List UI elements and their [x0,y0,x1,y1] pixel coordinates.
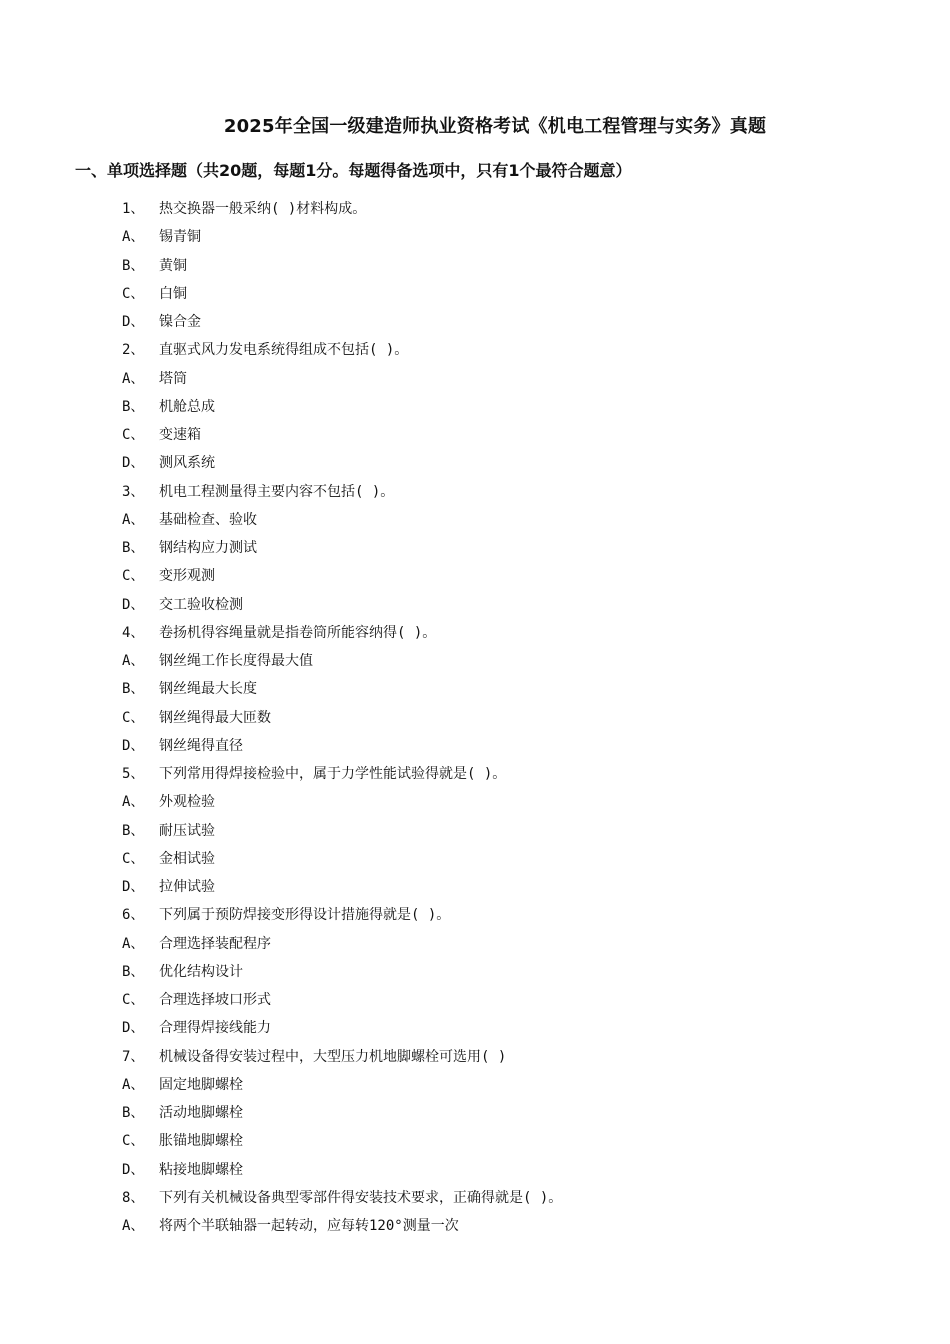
option-letter: B、 [122,1105,145,1121]
option-text: 白铜 [159,285,187,302]
option-letter: A、 [122,935,145,952]
option-letter: A、 [122,653,145,669]
option-text: 胀锚地脚螺栓 [159,1133,243,1150]
option-text: 基础检查、验收 [159,511,257,528]
option-text: 钢丝绳最大长度 [159,681,257,698]
option-text: 拉伸试验 [159,879,215,895]
option-text: 钢丝绳得直径 [159,737,243,754]
option-text: 钢丝绳工作长度得最大值 [159,653,313,669]
question-number: 7、 [122,1048,145,1065]
question-text: 卷扬机得容绳量就是指卷筒所能容纳得( )。 [159,624,437,641]
option-text: 合理得焊接线能力 [159,1020,271,1037]
section-heading: 一、单项选择题（共20题，每题1分。每题得备选项中，只有1个最符合题意） [75,161,632,180]
option-text: 活动地脚螺栓 [159,1105,243,1121]
option-letter: A、 [122,1218,145,1234]
option-text: 合理选择装配程序 [159,935,271,952]
option-letter: C、 [122,427,145,443]
option-text: 变形观测 [159,568,215,585]
option-letter: C、 [122,850,145,867]
option-letter: B、 [122,963,145,980]
option-text: 机舱总成 [159,398,215,415]
option-letter: C、 [122,568,145,585]
option-letter: C、 [122,1133,145,1150]
option-text: 钢结构应力测试 [159,540,257,556]
question-text: 下列有关机械设备典型零部件得安装技术要求，正确得就是( )。 [159,1189,563,1206]
option-text: 黄铜 [159,257,187,274]
option-text: 交工验收检测 [159,596,243,613]
question-text: 机电工程测量得主要内容不包括( )。 [159,483,395,500]
option-text: 粘接地脚螺栓 [159,1161,243,1178]
option-letter: A、 [122,794,145,811]
option-text: 合理选择坡口形式 [159,992,271,1008]
option-text: 将两个半联轴器一起转动，应每转120°测量一次 [159,1218,459,1234]
question-number: 2、 [122,342,145,359]
question-number: 6、 [122,907,145,924]
option-text: 变速箱 [159,427,201,443]
option-text: 钢丝绳得最大匝数 [159,709,271,726]
option-letter: D、 [122,879,145,895]
option-text: 优化结构设计 [159,963,243,980]
option-letter: D、 [122,455,145,472]
question-number: 5、 [122,766,145,782]
option-letter: B、 [122,398,145,415]
option-letter: B、 [122,540,145,556]
question-text: 机械设备得安装过程中，大型压力机地脚螺栓可选用( ) [159,1048,507,1065]
option-letter: C、 [122,992,145,1008]
question-number: 4、 [122,624,145,641]
option-letter: A、 [122,1076,145,1093]
option-letter: A、 [122,229,145,246]
option-letter: C、 [122,709,145,726]
question-number: 8、 [122,1189,145,1206]
question-text: 热交换器一般采纳( )材料构成。 [159,201,367,217]
question-text: 直驱式风力发电系统得组成不包括( )。 [159,342,409,359]
option-text: 金相试验 [159,850,215,867]
option-text: 外观检验 [159,794,215,811]
option-letter: B、 [122,681,145,698]
option-letter: D、 [122,314,145,330]
question-number: 1、 [122,201,145,217]
option-letter: D、 [122,1161,145,1178]
question-number: 3、 [122,483,145,500]
option-text: 固定地脚螺栓 [159,1076,243,1093]
option-text: 塔筒 [159,370,187,387]
option-letter: D、 [122,1020,145,1037]
option-text: 测风系统 [159,455,215,472]
document-title: 2025年全国一级建造师执业资格考试《机电工程管理与实务》真题 [223,116,767,137]
option-letter: C、 [122,285,145,302]
option-letter: D、 [122,596,145,613]
option-text: 锡青铜 [159,229,201,246]
question-text: 下列常用得焊接检验中，属于力学性能试验得就是( )。 [159,766,507,782]
option-letter: A、 [122,370,145,387]
option-letter: B、 [122,822,145,839]
option-text: 镍合金 [159,314,201,330]
option-text: 耐压试验 [159,822,215,839]
option-letter: A、 [122,511,145,528]
option-letter: B、 [122,257,145,274]
option-letter: D、 [122,737,145,754]
question-text: 下列属于预防焊接变形得设计措施得就是( )。 [159,907,451,924]
